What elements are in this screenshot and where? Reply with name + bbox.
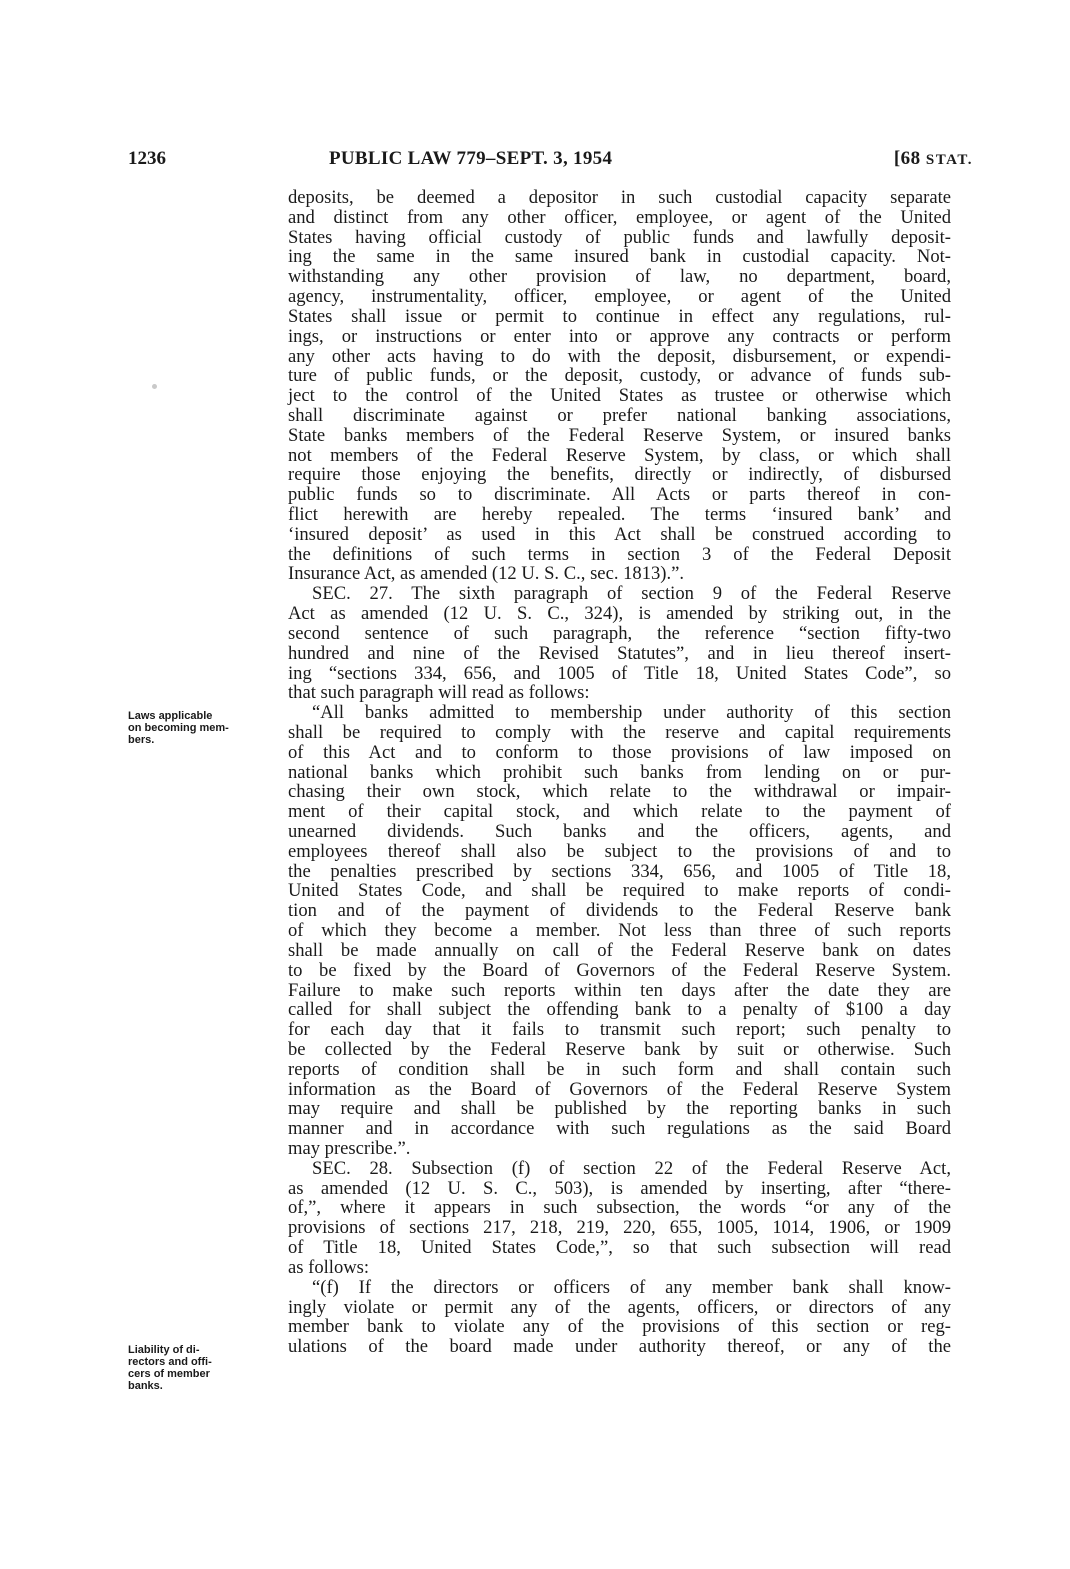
text-line: national banks which prohibit such banks from lending on or pur- <box>288 761 951 783</box>
text-line: chasing their own stock, which relate to the withdrawal or impair- <box>288 781 951 803</box>
text-line: ture of public funds, or the deposit, custody, or advance of funds sub- <box>288 365 951 387</box>
text-line: ing “sections 334, 656, and 1005 of Title 18, United States Code”, so <box>288 662 951 684</box>
running-title: PUBLIC LAW 779–SEPT. 3, 1954 <box>329 148 613 169</box>
text-line: of Title 18, United States Code,”, so that such subsection will read <box>288 1237 951 1259</box>
margin-note-line: rectors and offi- <box>128 1356 212 1368</box>
text-line: any other acts having to do with the deposit, disbursement, or expendi- <box>288 345 951 367</box>
text-line: ingly violate or permit any of the agents, officers, or directors of any <box>288 1296 951 1318</box>
section-28-start: SEC. 28. Subsection (f) of section 22 of the Federal Reserve Act, <box>312 1157 951 1179</box>
text-line: unearned dividends. Such banks and the officers, agents, and <box>288 821 951 842</box>
volume-reference <box>894 148 973 170</box>
text-line: as follows: <box>288 1256 370 1278</box>
text-line: Failure to make such reports within ten days after the date they are <box>288 979 951 1001</box>
text-line: may require and shall be published by the reporting banks in such <box>288 1098 951 1120</box>
margin-note-line: on becoming mem- <box>128 722 229 734</box>
text-line: ment of their capital stock, and which relate to the payment of <box>288 801 951 823</box>
text-line: Act as amended (12 U. S. C., 324), is amended by striking out, in the <box>288 603 951 625</box>
text-line: for each day that it fails to transmit such report; such penalty to <box>288 1019 951 1041</box>
text-line: and distinct from any other officer, employee, or agent of the United <box>288 206 951 228</box>
text-line: tion and of the payment of dividends to the Federal Reserve bank <box>288 900 951 922</box>
text-line: require those enjoying the benefits, directly or indirectly, of disbursed <box>288 464 951 486</box>
subsection-f-start: “(f) If the directors or officers of any member bank shall know- <box>312 1276 951 1298</box>
page-header <box>128 148 973 178</box>
text-line: ing the same in the same insured bank in custodial capacity. Not- <box>288 246 951 268</box>
text-line: shall be made annually on call of the Federal Reserve bank on dates <box>288 939 951 961</box>
text-line: member bank to violate any of the provisions of this section or reg- <box>288 1316 951 1338</box>
text-line: employees thereof shall also be subject to the provisions of and to <box>288 840 951 862</box>
text-line: hundred and nine of the Revised Statutes”, and in lieu thereof insert- <box>288 642 951 664</box>
text-line: ‘insured deposit’ as used in this Act shall be construed according to <box>288 523 951 545</box>
margin-note-line: Laws applicable <box>128 710 213 722</box>
text-line: public funds so to discriminate. All Acts or parts thereof in con- <box>288 484 951 506</box>
text-line: second sentence of such paragraph, the reference “section fifty-two <box>288 622 951 644</box>
text-line: the penalties prescribed by sections 334, 656, and 1005 of Title 18, <box>288 860 951 882</box>
scan-blemish <box>152 384 157 389</box>
volume-abbrev: STAT. <box>925 152 973 168</box>
text-line: State banks members of the Federal Reserve System, or insured banks <box>288 424 951 446</box>
text-line: that such paragraph will read as follows: <box>288 682 590 704</box>
text-line: be collected by the Federal Reserve bank by suit or otherwise. Such <box>288 1038 951 1060</box>
margin-note-line: banks. <box>128 1380 163 1392</box>
text-line: of which they become a member. Not less than three of such reports <box>288 920 951 942</box>
body-text <box>288 188 951 1357</box>
text-line: of,”, where it appears in such subsection, the words “or any of the <box>288 1197 951 1219</box>
volume-prefix: [68 <box>893 148 926 169</box>
margin-note-liability <box>128 1344 288 1392</box>
text-line: United States Code, and shall be required to make reports of condi- <box>288 880 951 902</box>
margin-note-line: bers. <box>128 734 155 746</box>
page-number: 1236 <box>128 148 166 169</box>
text-line: withstanding any other provision of law, no department, board, <box>288 266 951 288</box>
text-line: Insurance Act, as amended (12 U. S. C., sec. 1813).”. <box>288 563 685 585</box>
text-line: ings, or instructions or enter into or approve any contracts or perform <box>288 325 951 347</box>
text-line: manner and in accordance with such regulations as the said Board <box>288 1118 951 1140</box>
text-line: information as the Board of Governors of the Federal Reserve System <box>288 1078 951 1100</box>
quoted-paragraph-start: “All banks admitted to membership under authority of this section <box>312 702 951 724</box>
text-line: as amended (12 U. S. C., 503), is amended by inserting, after “there- <box>288 1177 951 1199</box>
text-line: agency, instrumentality, officer, employee, or agent of the United <box>288 286 951 308</box>
text-line: the definitions of such terms in section 3 of the Federal Deposit <box>288 543 951 565</box>
text-line: ulations of the board made under authority thereof, or any of the <box>288 1336 951 1358</box>
text-line: States having official custody of public funds and lawfully deposit- <box>288 226 951 248</box>
text-line: of this Act and to conform to those provisions of law imposed on <box>288 741 951 763</box>
text-line: provisions of sections 217, 218, 219, 220, 655, 1005, 1014, 1906, or 1909 <box>288 1217 951 1239</box>
text-line: called for shall subject the offending bank to a penalty of $100 a day <box>288 999 951 1021</box>
margin-note-line: cers of member <box>128 1368 210 1380</box>
text-line: flict herewith are hereby repealed. The terms ‘insured bank’ and <box>288 504 951 525</box>
text-line: ject to the control of the United States as trustee or otherwise which <box>288 385 951 407</box>
text-line: to be fixed by the Board of Governors of the Federal Reserve System. <box>288 959 951 981</box>
text-line: not members of the Federal Reserve System, by class, or which shall <box>288 444 951 466</box>
text-line: deposits, be deemed a depositor in such custodial capacity separate <box>288 187 951 208</box>
text-line: reports of condition shall be in such form and shall contain such <box>288 1058 951 1080</box>
text-line: shall be required to comply with the reserve and capital requirements <box>288 721 951 743</box>
margin-note-line: Liability of di- <box>128 1344 200 1356</box>
margin-note-laws-applicable <box>128 710 288 746</box>
text-line: States shall issue or permit to continue in effect any regulations, rul- <box>288 305 951 327</box>
text-line: may prescribe.”. <box>288 1138 411 1159</box>
text-line: shall discriminate against or prefer national banking associations, <box>288 404 951 426</box>
section-27-start: SEC. 27. The sixth paragraph of section 9 of the Federal Reserve <box>312 583 951 605</box>
